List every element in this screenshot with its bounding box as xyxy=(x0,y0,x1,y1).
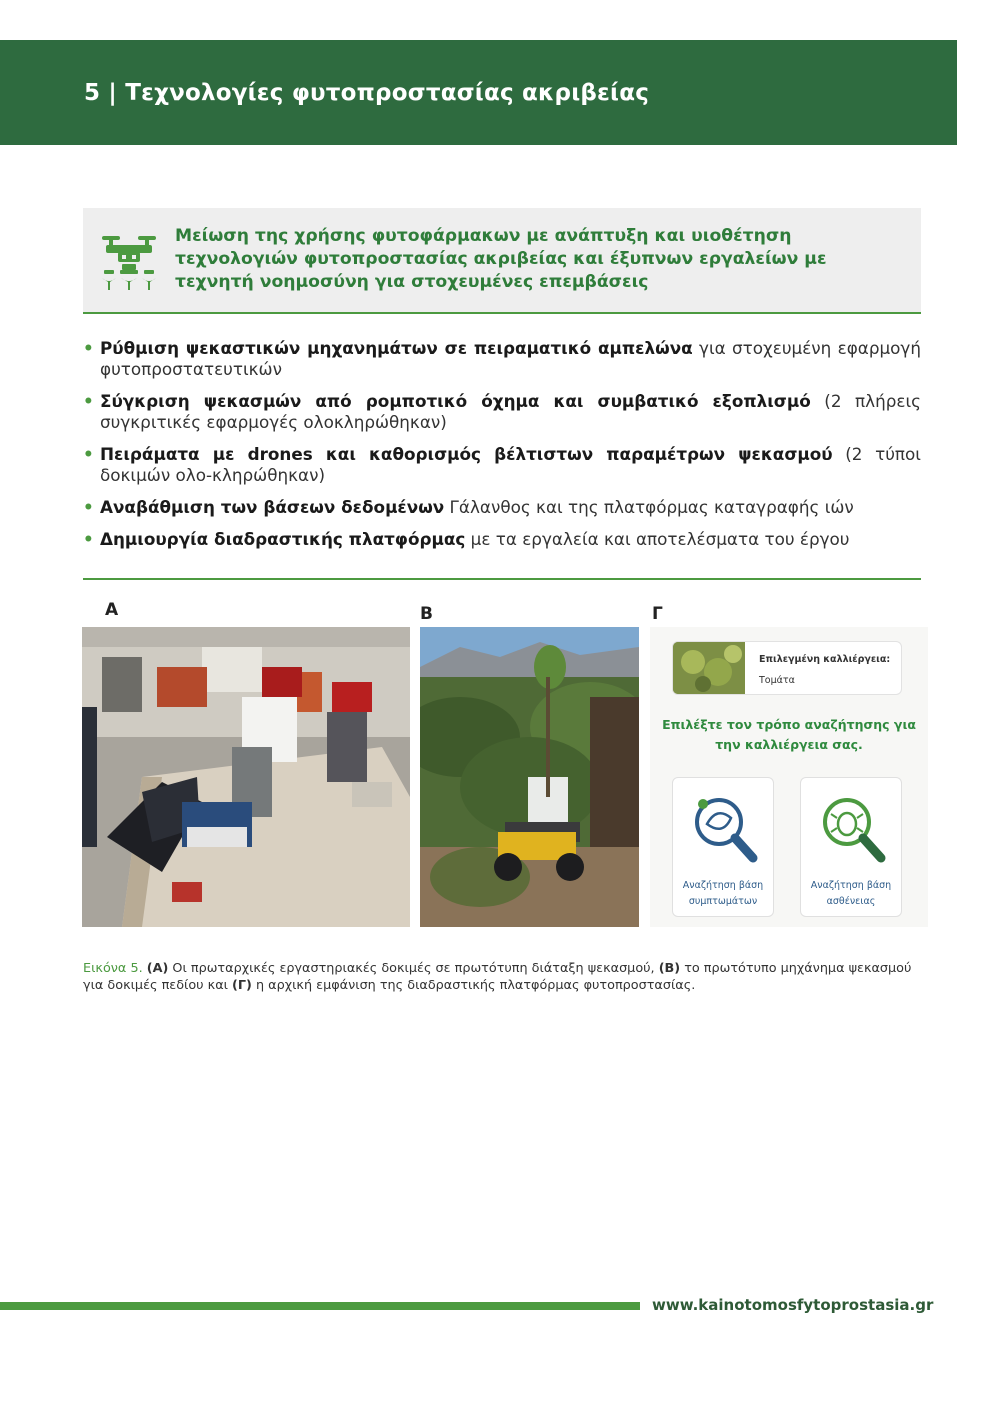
figure-caption xyxy=(83,960,921,994)
selected-crop-label: Επιλεγμένη καλλιέργεια: xyxy=(759,654,891,665)
footer-url-link[interactable]: www.kainotomosfytoprostasia.gr xyxy=(652,1296,934,1314)
magnifier-leaf-icon xyxy=(685,788,765,876)
caption-tag-c: (Γ) xyxy=(232,978,252,993)
list-item-text: με τα εργαλεία και αποτελέσματα του έργου xyxy=(465,529,850,549)
section-divider xyxy=(83,578,921,580)
caption-tag-a: (Α) xyxy=(146,961,169,976)
platform-ui-mockup xyxy=(650,627,928,927)
search-by-pathogen-button[interactable] xyxy=(800,777,902,917)
footer-line xyxy=(0,1302,640,1310)
search-mode-prompt: Επιλέξτε τον τρόπο αναζήτησης για την καλλιέργεια σας. xyxy=(662,717,916,752)
tomato-thumbnail xyxy=(673,642,745,694)
list-item-bold: Δημιουργία διαδραστικής πλατφόρμας xyxy=(100,529,466,549)
list-item xyxy=(83,444,921,486)
list-item-text: (2 πλήρεις συγκριτικές εφαρμογές ολοκληρώθηκαν) xyxy=(100,391,921,432)
goal-statement: Μείωση της χρήσης φυτοφάρμακων με ανάπτυξη και υιοθέτηση τεχνολογιών φυτοπροστασίας ακριβείας και έξυπνων εργαλείων με τεχνητή νοημοσύνη για στοχευμένες επεμβάσεις xyxy=(175,226,827,292)
magnifier-bug-icon xyxy=(813,788,893,876)
list-item-bold: Αναβάθμιση των βάσεων δεδομένων xyxy=(100,497,445,517)
selected-crop-card[interactable] xyxy=(672,641,902,695)
list-item-text: για στοχευμένη εφαρμογή φυτοπροστατευτικών xyxy=(100,338,921,379)
photo-lab-setup xyxy=(82,627,410,927)
drone-crops-icon xyxy=(100,230,158,292)
list-item-text: Γάλανθος και της πλατφόρμας καταγραφής ιών xyxy=(444,497,854,517)
list-item xyxy=(83,497,921,518)
bullet-dot: • xyxy=(83,497,94,517)
search-by-symptoms-label: Αναζήτηση βάση συμπτωμάτων xyxy=(682,880,764,907)
bullet-dot: • xyxy=(83,444,94,464)
list-item-bold: Ρύθμιση ψεκαστικών μηχανημάτων σε πειραματικό αμπελώνα xyxy=(100,338,693,358)
list-item-bold: Πειράματα με drones και καθορισμός βέλτιστων παραμέτρων ψεκασμού xyxy=(100,444,833,464)
panel-label-c: Γ xyxy=(652,604,663,624)
panel-label-b: B xyxy=(420,604,433,624)
goal-box xyxy=(83,208,921,314)
bullet-dot: • xyxy=(83,338,94,358)
panel-label-a: A xyxy=(105,600,119,620)
caption-tag-b: (Β) xyxy=(658,961,681,976)
search-by-symptoms-button[interactable] xyxy=(672,777,774,917)
selected-crop-value: Τομάτα xyxy=(759,675,795,686)
photo-field-robot xyxy=(420,627,639,927)
caption-text-b: το πρωτότυπο μηχάνημα ψεκασμού για δοκιμές πεδίου και xyxy=(83,961,912,993)
caption-text-c: η αρχική εμφάνιση της διαδραστικής πλατφόρμας φυτοπροστασίας. xyxy=(251,978,696,993)
list-item xyxy=(83,529,921,550)
list-item-bold: Σύγκριση ψεκασμών από ρομποτικό όχημα και συμβατικό εξοπλισμό xyxy=(100,391,811,411)
list-item-text: (2 τύποι δοκιμών ολο-κληρώθηκαν) xyxy=(100,444,921,485)
list-item xyxy=(83,338,921,380)
search-by-pathogen-label: Αναζήτηση βάση ασθένειας xyxy=(810,880,892,907)
bullet-dot: • xyxy=(83,391,94,411)
bullet-dot: • xyxy=(83,529,94,549)
caption-text-a: Οι πρωταρχικές εργαστηριακές δοκιμές σε πρωτότυπη διάταξη ψεκασμού, xyxy=(168,961,659,976)
caption-label: Εικόνα 5. xyxy=(83,961,143,976)
page-title: 5 | Τεχνολογίες φυτοπροστασίας ακριβείας xyxy=(84,80,650,106)
results-list xyxy=(83,338,921,561)
list-item xyxy=(83,391,921,433)
